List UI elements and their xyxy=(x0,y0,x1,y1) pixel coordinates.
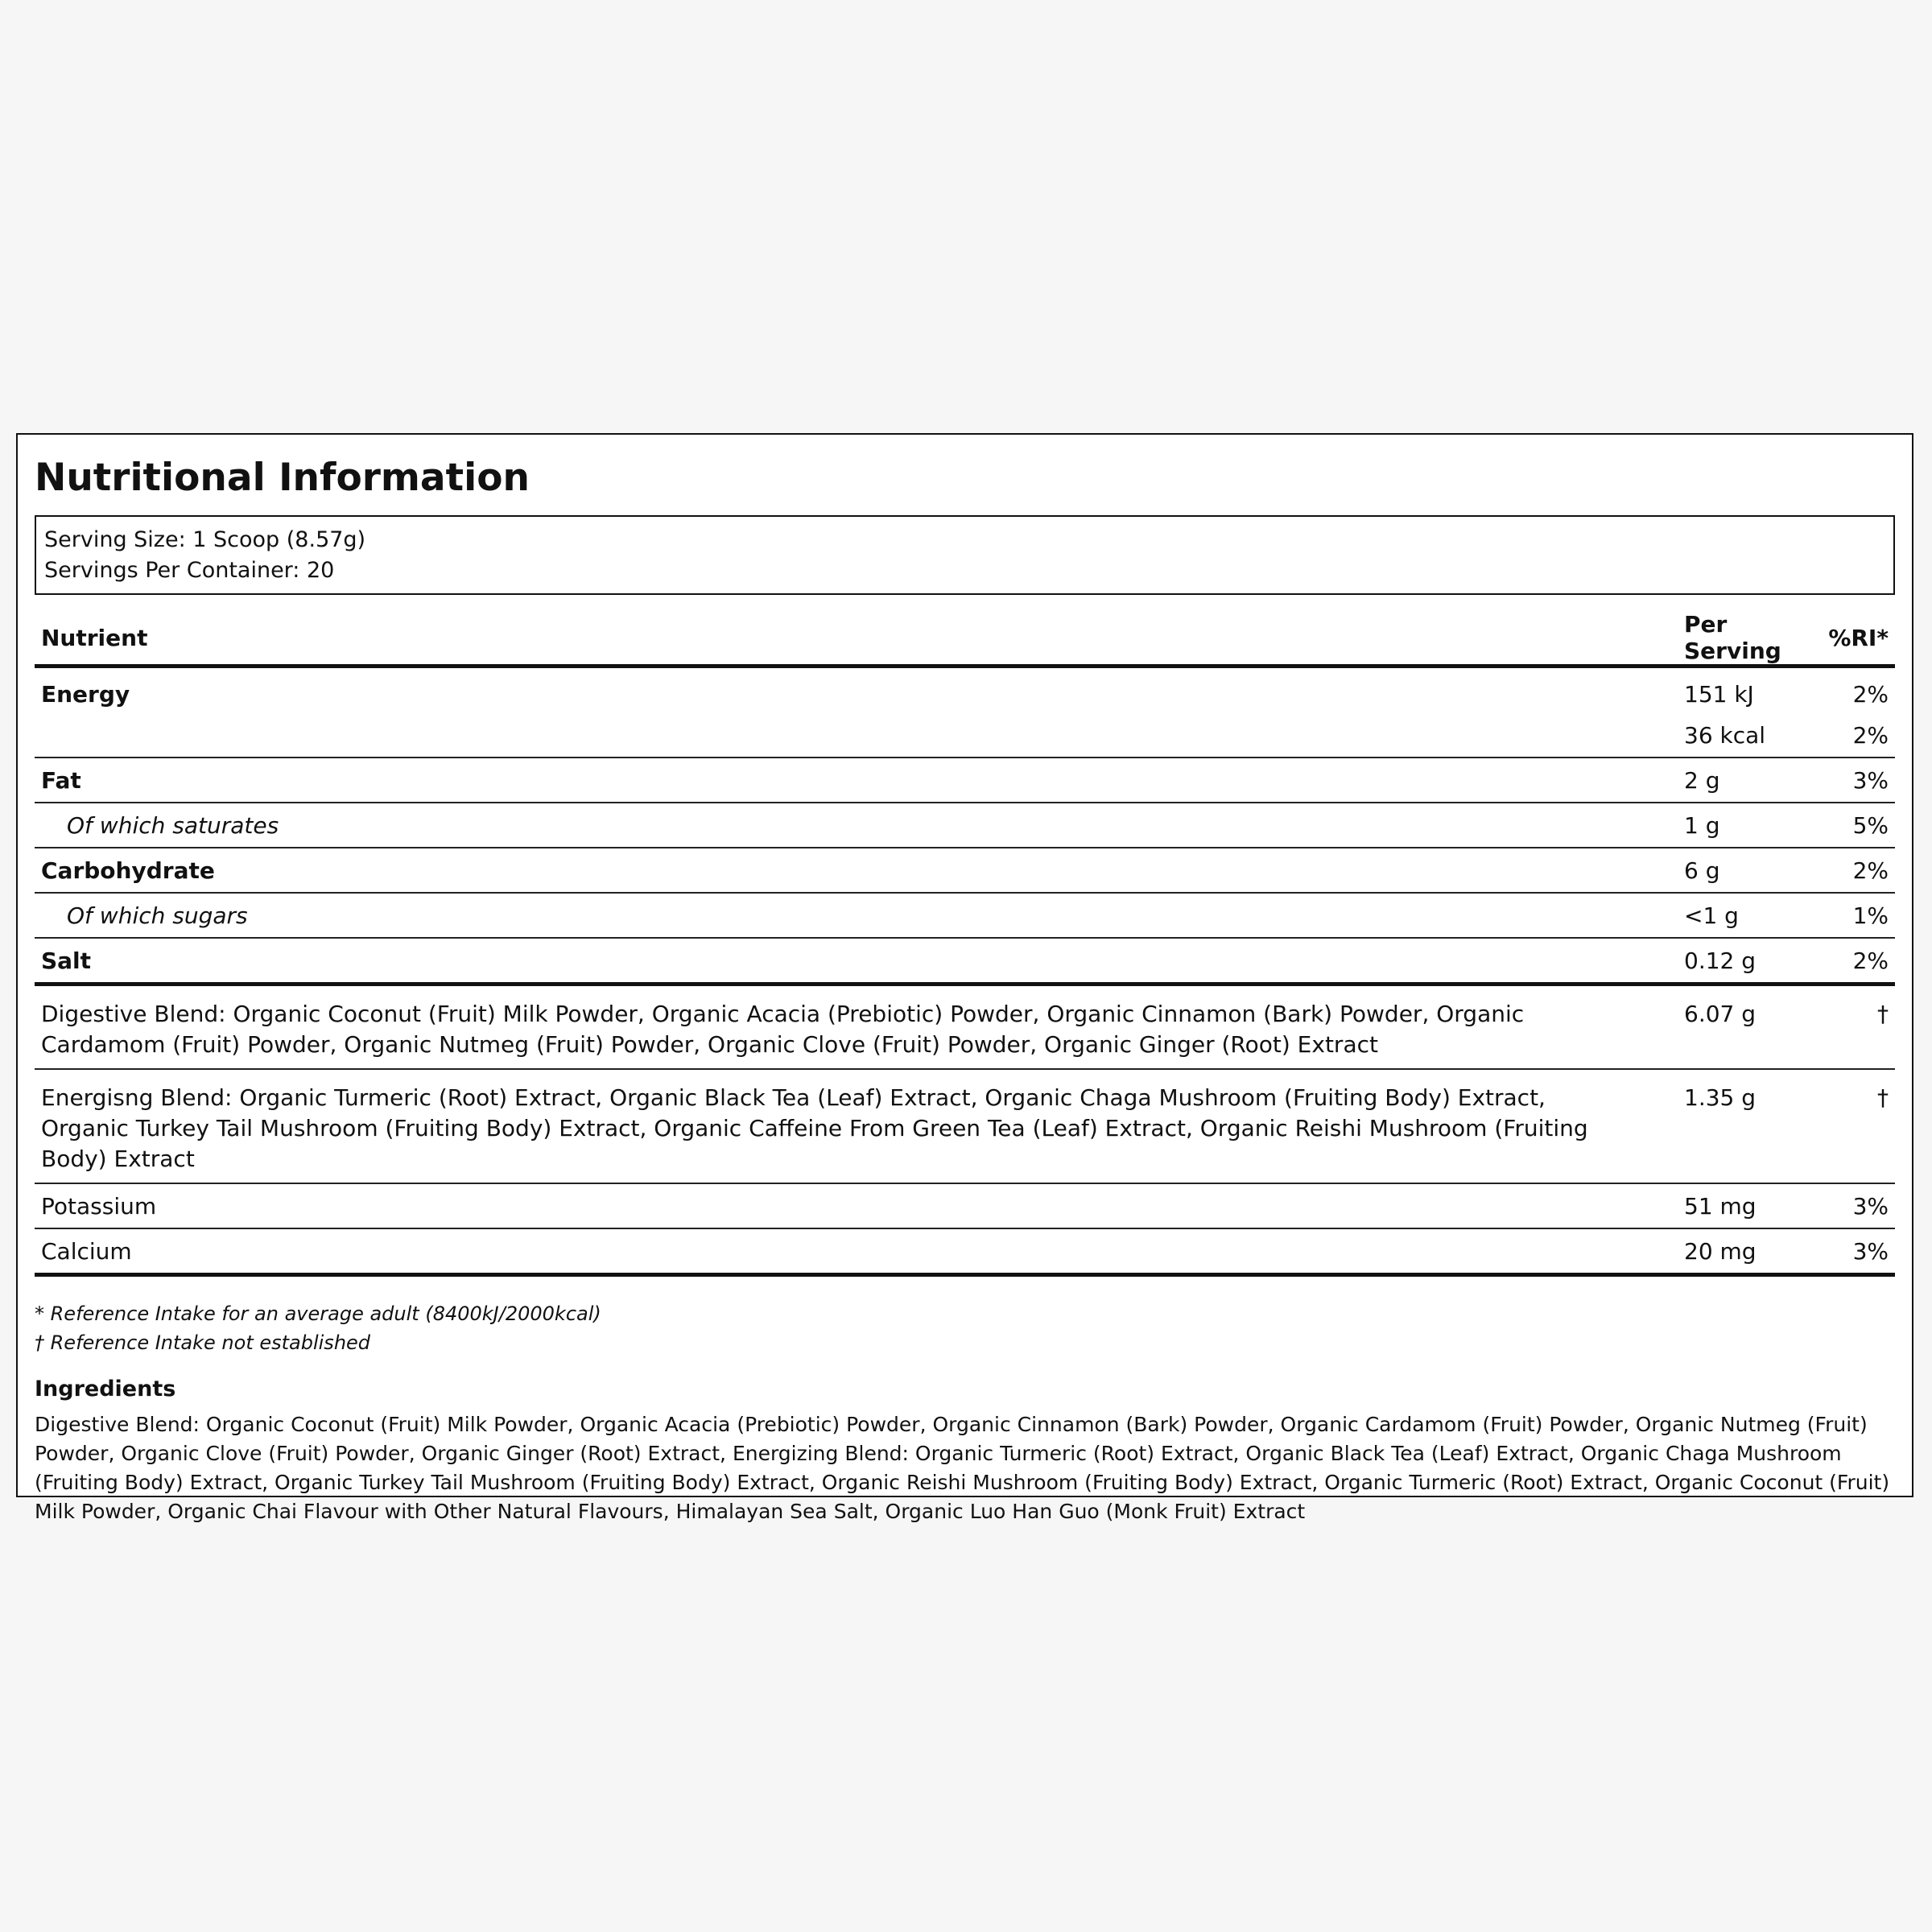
footnote-reference-intake: * Reference Intake for an average adult (8400kJ/2000kcal) xyxy=(35,1302,601,1325)
nutrient-value: 6 g xyxy=(1678,848,1814,893)
table-row xyxy=(35,893,1895,938)
header-ri: %RI* xyxy=(1814,611,1895,667)
table-header-row xyxy=(35,611,1895,667)
nutrient-ri: 1% xyxy=(1814,893,1895,938)
nutrient-ri: 2% xyxy=(1852,680,1889,708)
nutrient-name: Salt xyxy=(35,938,1678,985)
nutrient-ri: 3% xyxy=(1814,1228,1895,1275)
nutrient-name: Of which saturates xyxy=(35,803,1678,848)
nutrient-name: Potassium xyxy=(35,1183,1678,1228)
nutrient-value: 151 kJ xyxy=(1684,680,1754,708)
nutrient-value: <1 g xyxy=(1678,893,1814,938)
nutrient-name: Of which sugars xyxy=(35,893,1678,938)
servings-per-container: Servings Per Container: 20 xyxy=(44,558,335,583)
label-title: Nutritional Information xyxy=(35,456,530,500)
footnote-not-established: † Reference Intake not established xyxy=(35,1331,371,1354)
nutrient-ri: 2% xyxy=(1814,848,1895,893)
nutrient-ri: 3% xyxy=(1814,1183,1895,1228)
nutrient-ri: † xyxy=(1814,1069,1895,1183)
nutrient-value: 51 mg xyxy=(1678,1183,1814,1228)
serving-size: Serving Size: 1 Scoop (8.57g) xyxy=(44,527,366,552)
nutrient-ri: 5% xyxy=(1814,803,1895,848)
table-row xyxy=(35,1183,1895,1228)
table-row xyxy=(35,938,1895,985)
nutrient-ri: 3% xyxy=(1814,758,1895,803)
table-row xyxy=(35,713,1895,758)
nutrient-ri: 2% xyxy=(1814,938,1895,985)
nutrient-name: Energisng Blend: Organic Turmeric (Root) Extract, Organic Black Tea (Leaf) Extract, Organic Chaga Mushroom (Fruiting Body) Extract, Organic Turkey Tail Mushroom (Fruiting Body) Extract, Organic Caffeine From Green Tea (Leaf) Extract, Organic Reishi Mushroom (Fruiting Body) Extract xyxy=(35,1069,1678,1183)
nutrient-ri: † xyxy=(1814,985,1895,1070)
nutrient-value: 2 g xyxy=(1678,758,1814,803)
nutrient-name: Energy xyxy=(41,680,130,708)
serving-info-box xyxy=(35,515,1895,595)
nutrient-name: Digestive Blend: Organic Coconut (Fruit) Milk Powder, Organic Acacia (Prebiotic) Powder, Organic Cinnamon (Bark) Powder, Organic Cardamom (Fruit) Powder, Organic Nutmeg (Fruit) Powder, Organic Clove (Fruit) Powder, Organic Ginger (Root) Extract xyxy=(35,985,1678,1070)
footnotes xyxy=(35,1299,1895,1357)
ingredients-text: Digestive Blend: Organic Coconut (Fruit) Milk Powder, Organic Acacia (Prebiotic) Powder, Organic Cinnamon (Bark) Powder, Organic Cardamom (Fruit) Powder, Organic Nutmeg (Fruit) Powder, Organic Clove (Fruit) Powder, Organic Ginger (Root) Extract, Energizing Blend: Organic Turmeric (Root) Extract, Organic Black Tea (Leaf) Extract, Organic Chaga Mushroom (Fruiting Body) Extract, Organic Turkey Tail Mushroom (Fruiting Body) Extract, Organic Reishi Mushroom (Fruiting Body) Extract, Organic Turmeric (Root) Extract, Organic Coconut (Fruit) Milk Powder, Organic Chai Flavour with Other Natural Flavours, Himalayan Sea Salt, Organic Luo Han Guo (Monk Fruit) Extract xyxy=(35,1413,1890,1523)
table-row xyxy=(35,1069,1895,1183)
table-row xyxy=(35,667,1895,714)
nutrient-name: Fat xyxy=(35,758,1678,803)
table-row xyxy=(35,758,1895,803)
header-per-serving: Per Serving xyxy=(1678,611,1814,667)
nutrient-name: Calcium xyxy=(35,1228,1678,1275)
table-row xyxy=(35,803,1895,848)
ingredients-heading: Ingredients xyxy=(35,1377,176,1402)
nutrient-ri: 2% xyxy=(1814,713,1895,758)
nutrient-name: Carbohydrate xyxy=(35,848,1678,893)
nutrient-value: 20 mg xyxy=(1678,1228,1814,1275)
table-row xyxy=(35,985,1895,1070)
table-row xyxy=(35,848,1895,893)
nutrient-value: 6.07 g xyxy=(1678,985,1814,1070)
table-row xyxy=(35,1228,1895,1275)
nutrient-value: 1 g xyxy=(1678,803,1814,848)
nutrient-value: 1.35 g xyxy=(1678,1069,1814,1183)
header-nutrient: Nutrient xyxy=(35,611,1678,667)
nutrient-value: 36 kcal xyxy=(1678,713,1814,758)
nutrient-value: 0.12 g xyxy=(1678,938,1814,985)
nutrition-table xyxy=(35,611,1895,1277)
nutrition-label-panel xyxy=(16,433,1913,1523)
nutrient-name xyxy=(35,713,1678,758)
